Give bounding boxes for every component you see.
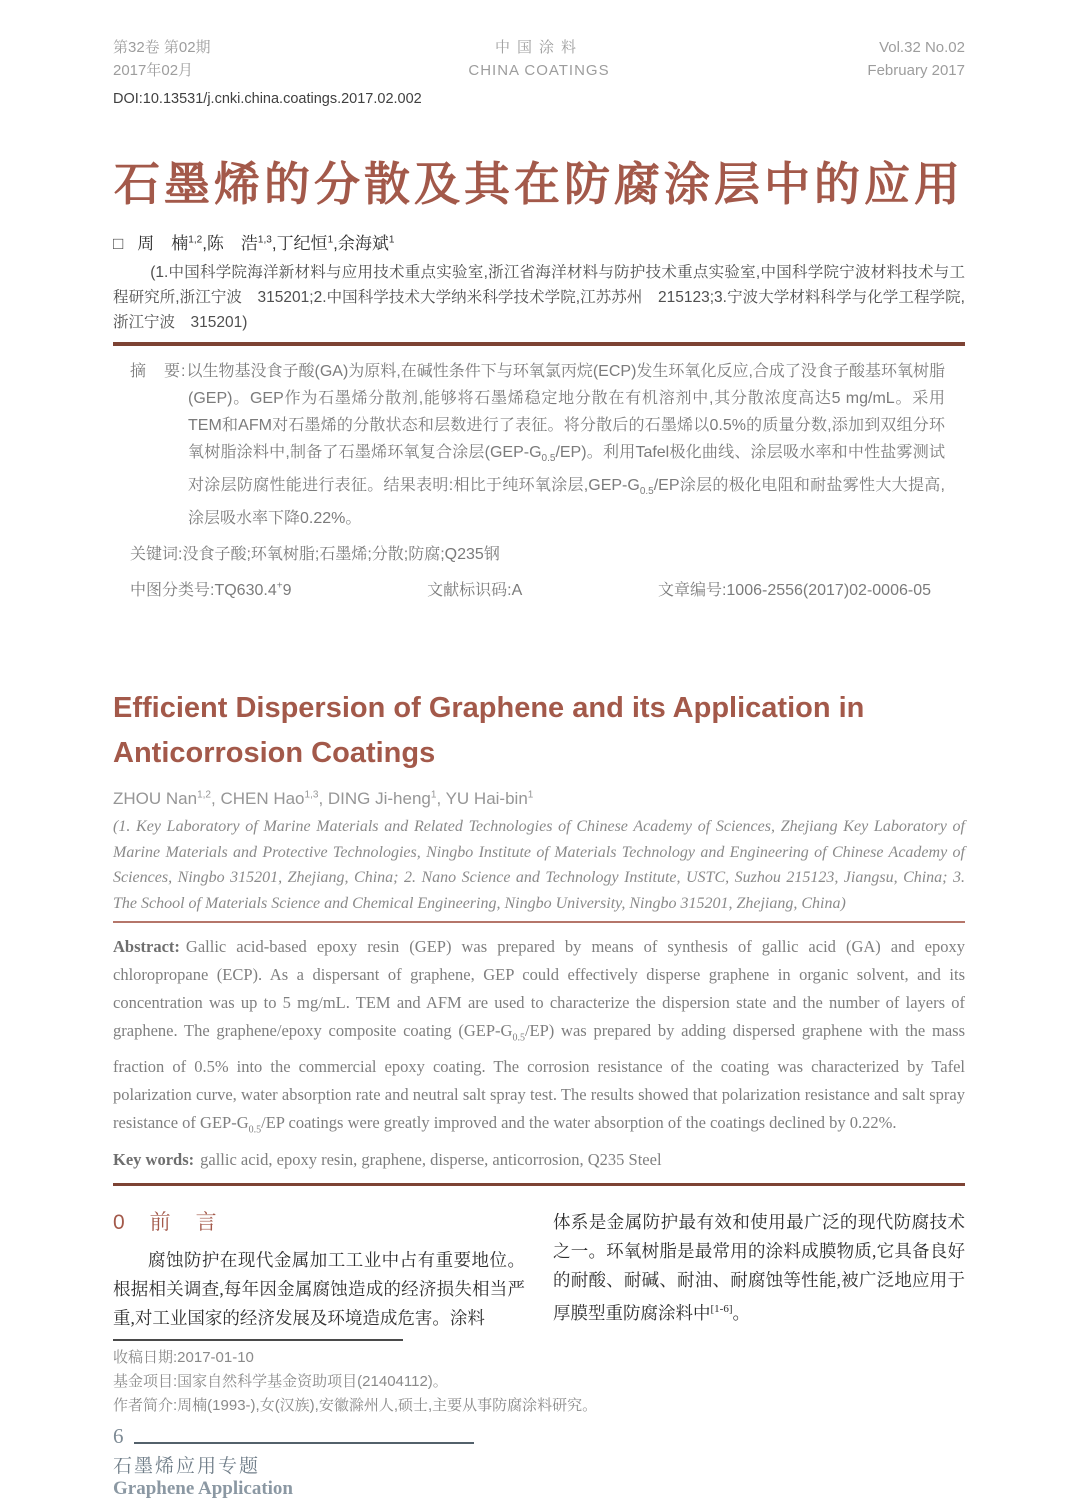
article-title-en-line2: Anticorrosion Coatings [113,737,436,770]
author-name-cn: 丁纪恒 [276,234,328,253]
author-affil-sup: 1 [527,789,534,801]
article-id-value: 1006-2556(2017)02-0006-05 [726,582,931,600]
abstract-cn [130,358,945,532]
author-line-en [113,789,965,809]
author-separator: , [202,234,207,253]
author-affil-sup: 1 [430,789,437,801]
journal-name-cn: 中国涂料 [494,39,583,56]
author-marker-square: □ [113,234,124,253]
section-heading-intro: 0 前 言 [113,1210,219,1234]
article-id-label: 文章编号: [657,582,727,600]
intro-paragraph-left: 腐蚀防护在现代金属加工工业中占有重要地位。根据相关调查,每年因金属腐蚀造成的经济损失相当严重,对工业国家的经济发展及环境造成危害。涂料 [113,1249,525,1328]
author-separator: , [271,234,277,253]
article-title-cn: 石墨烯的分散及其在防腐涂层中的应用 [114,158,964,210]
header-issue-info-en [709,36,965,82]
author-name-en: ZHOU Nan [113,789,198,809]
document-code [427,577,522,600]
article-id [658,577,931,600]
author-separator: , [436,789,446,809]
divider-rule-thin [113,921,965,923]
introduction-section [113,1208,965,1333]
page-footer [113,1424,965,1500]
author-separator: , [318,789,328,809]
clc-number [130,577,291,600]
author-name-cn: 周 楠 [137,234,189,253]
keywords-cn [130,541,945,564]
special-topic-cn: 石墨烯应用专题 [113,1455,261,1477]
fund-project: 基金项目:国家自然科学基金资助项目(21404112)。 [113,1372,448,1390]
article-title-en [113,686,965,776]
affiliation-cn: (1.中国科学院海洋新材料与应用技术重点实验室,浙江省海洋材料与防护技术重点实验室,中国科学院宁波材料技术与工程研究所,浙江宁波 315201;2.中国科学技术大学纳米科学技术学院,江苏苏州 215123;3.宁波大学材料科学与化学工程学院,浙江宁波 315201) [113,264,965,331]
author-affil-sup: 1 [327,234,334,246]
doi-line: DOI:10.13531/j.cnki.china.coatings.2017.02.002 [113,91,422,107]
footnote-block [113,1339,965,1418]
page-number-row [113,1424,965,1448]
column-right [553,1208,965,1333]
author-separator: , [210,789,221,809]
keywords-text-cn: 没食子酸;环氧树脂;石墨烯;分散;防腐;Q235钢 [182,546,500,564]
date-cn: 2017年02月 [113,62,194,79]
article-meta-row [130,577,931,600]
document-code-value: A [511,582,523,600]
page-number: 6 [113,1423,124,1448]
column-left [113,1208,525,1333]
author-name-cn: 余海斌 [337,234,389,253]
author-affil-sup: 1,2 [188,234,203,246]
clc-value-tail: 9 [282,582,292,600]
article-title-en-line1: Efficient Dispersion of Graphene and its Application in [113,692,865,725]
journal-name [369,36,710,82]
abstract-label-en: Abstract: [113,937,180,957]
keywords-label-cn: 关键词: [130,546,183,564]
clc-value: TQ630.4 [214,582,277,600]
divider-rule-dark [113,342,965,346]
abstract-text-en: /EP coatings were greatly improved and the water absorption of the coatings declined by 0.22%. [261,1112,897,1132]
intro-paragraph-right [553,1208,965,1328]
abstract-text-cn: /EP)。利用Tafel极化曲线、涂层吸水率和中性盐雾测试对涂层防腐性能进行表征。结果表明:相比于纯环氧涂层,GEP-G [188,444,945,495]
abstract-text-en: /EP) was prepared by adding dispersed graphene with the mass fraction of 0.5% into the commercial epoxy coating. The corrosion resistance of the coating was characterized by Tafel polarization curve, water absorption rate and neutral salt spray test. The results showed that polarization resistance and salt spray resistance of GEP-G [113,1021,965,1132]
intro-text-right: 体系是金属防护最有效和使用最广泛的现代防腐技术之一。环氧树脂是最常用的涂料成膜物质,它具备良好的耐酸、耐碱、耐油、耐腐蚀等性能,被广泛地应用于厚膜型重防腐涂料中 [553,1211,965,1323]
keywords-en [113,1146,965,1174]
volume-issue-cn: 第32卷 第02期 [113,39,211,56]
abstract-label-cn: 摘 要: [130,363,187,380]
abstract-text-cn: /EP涂层的极化电阻和耐盐雾性大大提高,涂层吸水率下降0.22%。 [188,477,945,528]
clc-superscript: + [276,581,283,593]
document-code-label: 文献标识码: [427,582,512,600]
date-en: February 2017 [867,62,965,79]
author-name-en: CHEN Hao [220,789,305,809]
abstract-text-cn: 以生物基没食子酸(GA)为原料,在碱性条件下与环氧氯丙烷(ECP)发生环氧化反应,合成了没食子酸基环氧树脂(GEP)。GEP作为石墨烯分散剂,能够将石墨烯稳定地分散在有机溶剂中,其分散浓度高达5 mg/mL。采用TEM和AFM对石墨烯的分散状态和层数进行了表征。将分散后的石墨烯以0.5%的质量分数,添加到双组分环氧树脂涂料中,制备了石墨烯环氧复合涂层(GEP-G [186,363,945,461]
clc-label: 中图分类号: [130,582,215,600]
author-affil-sup: 1,3 [257,234,272,246]
author-name-en: YU Hai-bin [445,789,528,809]
subscript-value: 0.5 [248,1123,262,1135]
volume-issue-en: Vol.32 No.02 [879,39,965,56]
divider-rule-dark-bottom [113,1183,965,1186]
citation-reference: [1-6] [710,1302,733,1315]
abstract-en [113,933,965,1144]
author-affil-sup: 1 [388,234,395,246]
subscript-value: 0.5 [541,453,556,465]
special-topic-en: Graphene Application [113,1477,293,1499]
author-affil-sup: 1,2 [197,789,211,801]
author-name-en: DING Ji-heng [327,789,431,809]
journal-header [113,36,965,82]
author-separator: , [333,234,338,253]
affiliation-en: (1. Key Laboratory of Marine Materials and Related Technologies of Chinese Academy of Sciences, Zhejiang Key Laboratory of Marine Materials and Protective Technologies, Ningbo Institute of Materials Technology and Engineering of Chinese Academy of Sciences, Ningbo 315201, Zhejiang, China; 2. Nano Science and Technology Institute, USTC, Suzhou 215123, Jiangsu, China; 3. The School of Materials Science and Chemical Engineering, Ningbo University, Ningbo 315201, Zhejiang, China) [113,818,965,912]
footer-rule [134,1442,474,1444]
abstract-text-en: Gallic acid-based epoxy resin (GEP) was prepared by means of synthesis of gallic acid (GA) and epoxy chloropropane (ECP). As a dispersant of graphene, GEP could effectively disperse graphene in organic solvent, and its concentration was up to 5 mg/mL. TEM and AFM are used to characterize the dispersion state and the number of layers of graphene. The graphene/epoxy composite coating (GEP-G [113,937,965,1041]
author-affil-sup: 1,3 [304,789,319,801]
intro-text-end: 。 [732,1302,750,1323]
header-issue-info [113,36,369,82]
author-line-cn [113,229,965,254]
subscript-value: 0.5 [512,1032,525,1044]
author-bio: 作者简介:周楠(1993-),女(汉族),安徽滁州人,硕士,主要从事防腐涂料研究。 [113,1396,598,1414]
footnote-divider [113,1339,403,1341]
subscript-value: 0.5 [639,486,654,498]
keywords-label-en: Key words: [113,1149,195,1169]
journal-name-en: CHINA COATINGS [468,62,610,79]
author-name-cn: 陈 浩 [206,234,258,253]
keywords-text-en: gallic acid, epoxy resin, graphene, disperse, anticorrosion, Q235 Steel [200,1149,662,1169]
received-date: 收稿日期:2017-01-10 [113,1348,254,1366]
